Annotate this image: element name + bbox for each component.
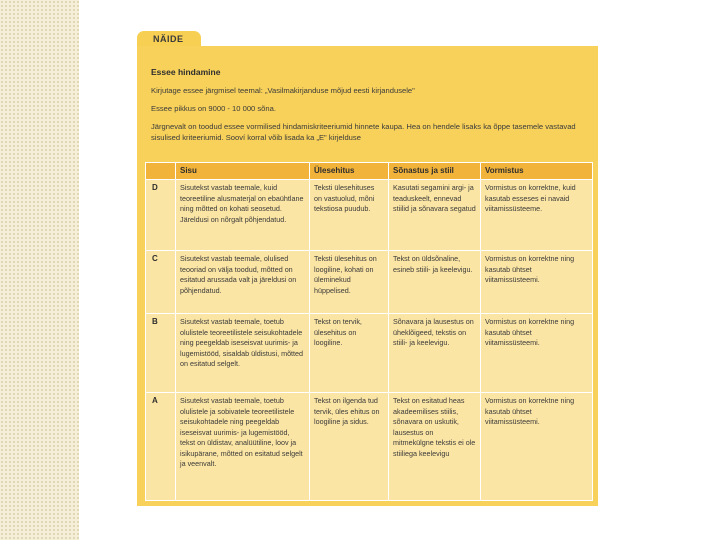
formatting-cell: Vormistus on korrektne ning kasutab ühtset viitamissüsteemi. bbox=[481, 251, 593, 314]
structure-cell: Teksti ülesehituses on vastuolud, mõni tekstiosa puudub. bbox=[310, 180, 389, 251]
content-cell: Sisutekst vastab teemale, olulised teooriad on välja toodud, mõtted on esitatud arussada valt ja järeldusi on põhjendatud. bbox=[176, 251, 310, 314]
content-cell: Sisutekst vastab teemale, toetub olulistele teoreetilistele seisukohtadele ning peegeldab iseseisvat uurimis- ja lugemistööd, sisaldab üldistusi, mõtted on esitatud selgelt. bbox=[176, 314, 310, 393]
length-paragraph: Essee pikkus on 9000 - 10 000 sõna. bbox=[151, 104, 276, 113]
task-paragraph: Kirjutage essee järgmisel teemal: „Vasilmakirjanduse mõjud eesti kirjandusele" bbox=[151, 86, 415, 95]
content-cell: Sisutekst vastab teemale, kuid teoreetiline alusmaterjal on ebaühtlane ning mõtted on kohati seosetud. Järeldusi on nõrgalt põhjendatud. bbox=[176, 180, 310, 251]
example-tag: NÄIDE bbox=[137, 31, 201, 47]
header-cell-content: Sisu bbox=[176, 163, 310, 180]
example-card bbox=[137, 46, 598, 506]
decorative-side-strip bbox=[0, 0, 79, 540]
card-heading: Essee hindamine bbox=[151, 67, 221, 77]
header-cell-formatting: Vormistus bbox=[481, 163, 593, 180]
structure-cell: Tekst on ilgenda tud tervik, üles ehitus on loogiline ja sidus. bbox=[310, 393, 389, 501]
style-cell: Sõnavara ja lausestus on üheklõigeed, tekstis on stiili- ja keelevigu. bbox=[389, 314, 481, 393]
table-row bbox=[146, 393, 593, 501]
table-row bbox=[146, 314, 593, 393]
style-cell: Tekst on üldsõnaline, esineb stiili- ja keelevigu. bbox=[389, 251, 481, 314]
style-cell: Kasutati segamini argi- ja teaduskeelt, ennevad stiilid ja sõnavara segatud bbox=[389, 180, 481, 251]
formatting-cell: Vormistus on korrektne ning kasutab ühtset viitamissüsteemi. bbox=[481, 393, 593, 501]
table-header-row bbox=[146, 163, 593, 180]
criteria-paragraph: Järgnevalt on toodud essee vormilised hindamiskriteeriumid hinnete kaupa. Hea on hendele lisaks ka õppe tasemele vastavad sisulised kriteeriumid. Sooví korral võib lisada ka „E" kirjelduse bbox=[151, 122, 576, 142]
grade-cell: B bbox=[146, 314, 176, 393]
table-row bbox=[146, 180, 593, 251]
formatting-cell: Vormistus on korrektne ning kasutab ühtset viitamissüsteemi. bbox=[481, 314, 593, 393]
grade-cell: D bbox=[146, 180, 176, 251]
grade-cell: A bbox=[146, 393, 176, 501]
header-cell-structure: Ülesehitus bbox=[310, 163, 389, 180]
grading-rubric-table bbox=[145, 162, 593, 501]
header-cell-grade bbox=[146, 163, 176, 180]
structure-cell: Tekst on tervik, ülesehitus on loogiline. bbox=[310, 314, 389, 393]
content-cell: Sisutekst vastab teemale, toetub olulistele ja sobivatele teoreetilistele seisukohtadele ning peegeldab iseseisvat uurimis- ja lugemistööd, tekst on üldistav, analüütiline, loov ja isikupärane, mõtted on esitatud selgelt ja veenvalt. bbox=[176, 393, 310, 501]
structure-cell: Teksti ülesehitus on loogiline, kohati on üleminekud hüppelised. bbox=[310, 251, 389, 314]
formatting-cell: Vormistus on korrektne, kuid kasutab esseses ei navaid viitamissüsteeme. bbox=[481, 180, 593, 251]
header-cell-style: Sõnastus ja stiil bbox=[389, 163, 481, 180]
grade-cell: C bbox=[146, 251, 176, 314]
style-cell: Tekst on esitatud heas akadeemilises stiilis, sõnavara on uskutik, lausestus on mitmekülgne tekstis ei ole stiiliega keelevigu bbox=[389, 393, 481, 501]
table-row bbox=[146, 251, 593, 314]
